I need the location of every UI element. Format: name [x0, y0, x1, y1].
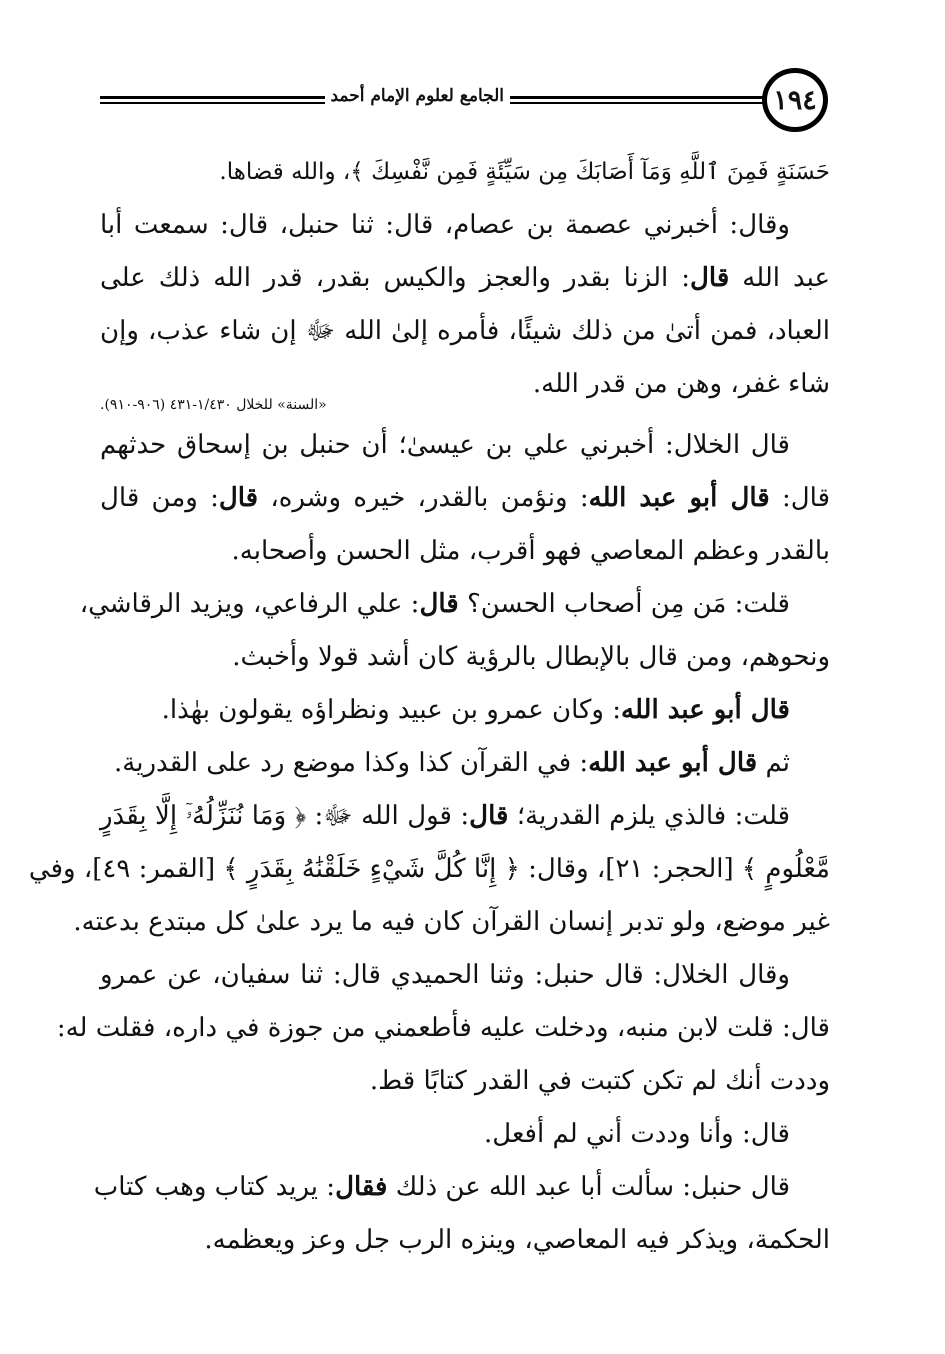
text-line: قال أبو عبد الله: وكان عمرو بن عبيد ونظراؤه يقولون بهٰذا.	[161, 695, 790, 725]
text-line: شاء غفر، وهن من قدر الله.	[532, 369, 830, 399]
body-text	[28, 146, 831, 1267]
page-number: ١٩٤	[762, 68, 828, 132]
text-line: غير موضع، ولو تدبر إنسان القرآن كان فيه ما يرد علىٰ كل مبتدع بدعته.	[73, 907, 830, 937]
text-line: العباد، فمن أتىٰ من ذلك شيئًا، فأمره إلىٰ الله ﷻ إن شاء عذب، وإن	[100, 316, 830, 346]
text-line: وقال الخلال: قال حنبل: وثنا الحميدي قال: ثنا سفيان، عن عمرو	[100, 960, 790, 990]
text-line: ثم قال أبو عبد الله: في القرآن كذا وكذا موضع رد على القدرية.	[114, 748, 790, 778]
text-line: وقال: أخبرني عصمة بن عصام، قال: ثنا حنبل، قال: سمعت أبا	[100, 210, 790, 240]
text-line: قلت: فالذي يلزم القدرية؛ قال: قول الله ﷻ: ﴿ وَمَا نُنَزِّلُهُۥٓ إِلَّا بِقَدَرٍ	[100, 801, 790, 831]
text-line: الحكمة، ويذكر فيه المعاصي، وينزه الرب جل وعز ويعظمه.	[204, 1225, 830, 1255]
text-line: حَسَنَةٍ فَمِنَ ٱللَّهِ وَمَآ أَصَابَكَ مِن سَيِّئَةٍ فَمِن نَّفْسِكَ ﴾، والله قضاها.	[219, 159, 830, 185]
footnote-reference: «السنة» للخلال ١/٤٣٠-٤٣١ (٩٠٦-٩١٠).	[100, 397, 327, 413]
text-line: قال الخلال: أخبرني علي بن عيسىٰ؛ أن حنبل بن إسحاق حدثهم	[100, 430, 790, 460]
text-line: قال حنبل: سألت أبا عبد الله عن ذلك فقال: يريد كتاب وهب كتاب	[93, 1172, 790, 1202]
text-line: مَّعْلُومٍ ﴾ [الحجر: ٢١]، وقال: ﴿ إِنَّا كُلَّ شَيْءٍ خَلَقْنَٰهُ بِقَدَرٍ ﴾ [القمر: ٤٩]، وفي	[28, 854, 830, 884]
text-line: بالقدر وعظم المعاصي فهو أقرب، مثل الحسن وأصحابه.	[231, 536, 830, 566]
running-title: الجامع لعلوم الإمام أحمد	[325, 86, 511, 106]
text-line: عبد الله قال: الزنا بقدر والعجز والكيس بقدر، قدر الله ذلك على	[100, 263, 830, 293]
text-line: قال: وأنا وددت أني لم أفعل.	[484, 1119, 790, 1149]
text-line: قال: قال أبو عبد الله: ونؤمن بالقدر، خيره وشره، قال: ومن قال	[100, 483, 831, 513]
page-header	[100, 68, 840, 140]
text-line: وددت أنك لم تكن كتبت في القدر كتابًا قط.	[369, 1066, 830, 1096]
text-line: قلت: مَن مِن أصحاب الحسن؟ قال: علي الرفاعي، ويزيد الرقاشي،	[79, 589, 790, 619]
text-line: قال: قلت لابن منبه، ودخلت عليه فأطعمني من جوزة في داره، فقلت له:	[56, 1013, 830, 1043]
text-line: ونحوهم، ومن قال بالإبطال بالرؤية كان أشد قولا وأخبث.	[232, 642, 830, 672]
